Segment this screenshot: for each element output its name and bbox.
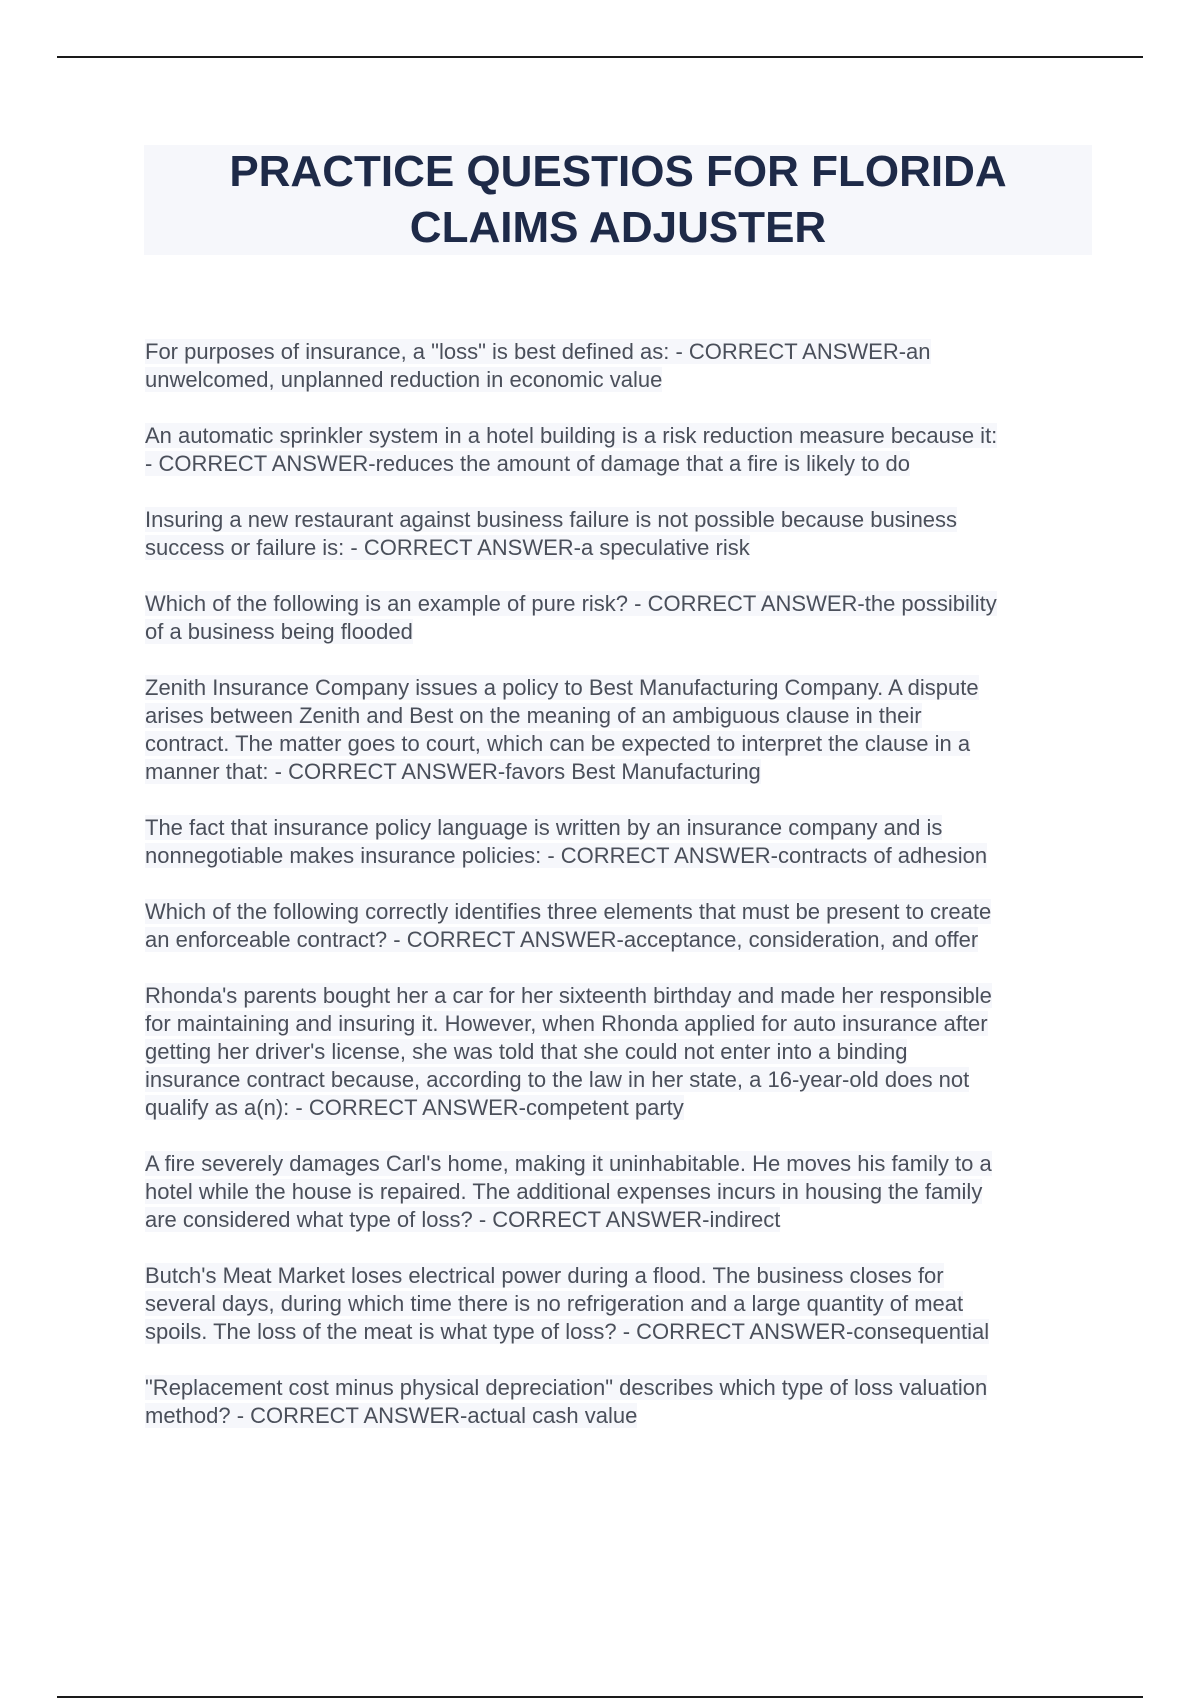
bottom-rule <box>57 1696 1143 1698</box>
question-text: Which of the following correctly identifies three elements that must be present to create an enforceable contract? - CORRECT ANSWER-acceptance, consideration, and offer <box>145 899 992 952</box>
question-item <box>145 674 1100 786</box>
question-list <box>145 338 1100 1458</box>
question-item <box>145 1150 1100 1234</box>
question-item <box>145 338 1100 394</box>
question-text: A fire severely damages Carl's home, making it uninhabitable. He moves his family to a hotel while the house is repaired. The additional expenses incurs in housing the family are considered what type of loss? - CORRECT ANSWER-indirect <box>145 1151 992 1232</box>
question-text: Insuring a new restaurant against business failure is not possible because business success or failure is: - CORRECT ANSWER-a speculative risk <box>145 507 958 560</box>
page-title: PRACTICE QUESTIOS FOR FLORIDA CLAIMS ADJUSTER <box>229 147 1007 252</box>
question-item <box>145 1374 1100 1430</box>
question-item <box>145 814 1100 870</box>
question-text: Rhonda's parents bought her a car for her sixteenth birthday and made her responsible for maintaining and insuring it. However, when Rhonda applied for auto insurance after getting her driver's license, she was told that she could not enter into a binding insurance contract because, according to the law in her state, a 16-year-old does not qualify as a(n): - CORRECT ANSWER-competent party <box>145 983 992 1120</box>
question-text: The fact that insurance policy language is written by an insurance company and is nonnegotiable makes insurance policies: - CORRECT ANSWER-contracts of adhesion <box>145 815 988 868</box>
top-rule <box>57 56 1143 58</box>
question-item <box>145 1262 1100 1346</box>
question-text: Zenith Insurance Company issues a policy to Best Manufacturing Company. A dispute arises between Zenith and Best on the meaning of an ambiguous clause in their contract. The matter goes to court, which can be expected to interpret the clause in a manner that: - CORRECT ANSWER-favors Best Manufacturing <box>145 675 979 784</box>
question-item <box>145 506 1100 562</box>
question-item <box>145 422 1100 478</box>
question-text: An automatic sprinkler system in a hotel building is a risk reduction measure because it: - CORRECT ANSWER-reduces the amount of damage that a fire is likely to do <box>145 423 998 476</box>
question-item <box>145 898 1100 954</box>
question-item <box>145 982 1100 1122</box>
question-text: Which of the following is an example of pure risk? - CORRECT ANSWER-the possibility of a business being flooded <box>145 591 997 644</box>
question-text: "Replacement cost minus physical depreciation" describes which type of loss valuation method? - CORRECT ANSWER-actual cash value <box>145 1375 988 1428</box>
question-text: For purposes of insurance, a "loss" is best defined as: - CORRECT ANSWER-an unwelcomed, unplanned reduction in economic value <box>145 339 931 392</box>
question-text: Butch's Meat Market loses electrical power during a flood. The business closes for several days, during which time there is no refrigeration and a large quantity of meat spoils. The loss of the meat is what type of loss? - CORRECT ANSWER-consequential <box>145 1263 990 1344</box>
question-item <box>145 590 1100 646</box>
title-banner <box>144 145 1092 255</box>
